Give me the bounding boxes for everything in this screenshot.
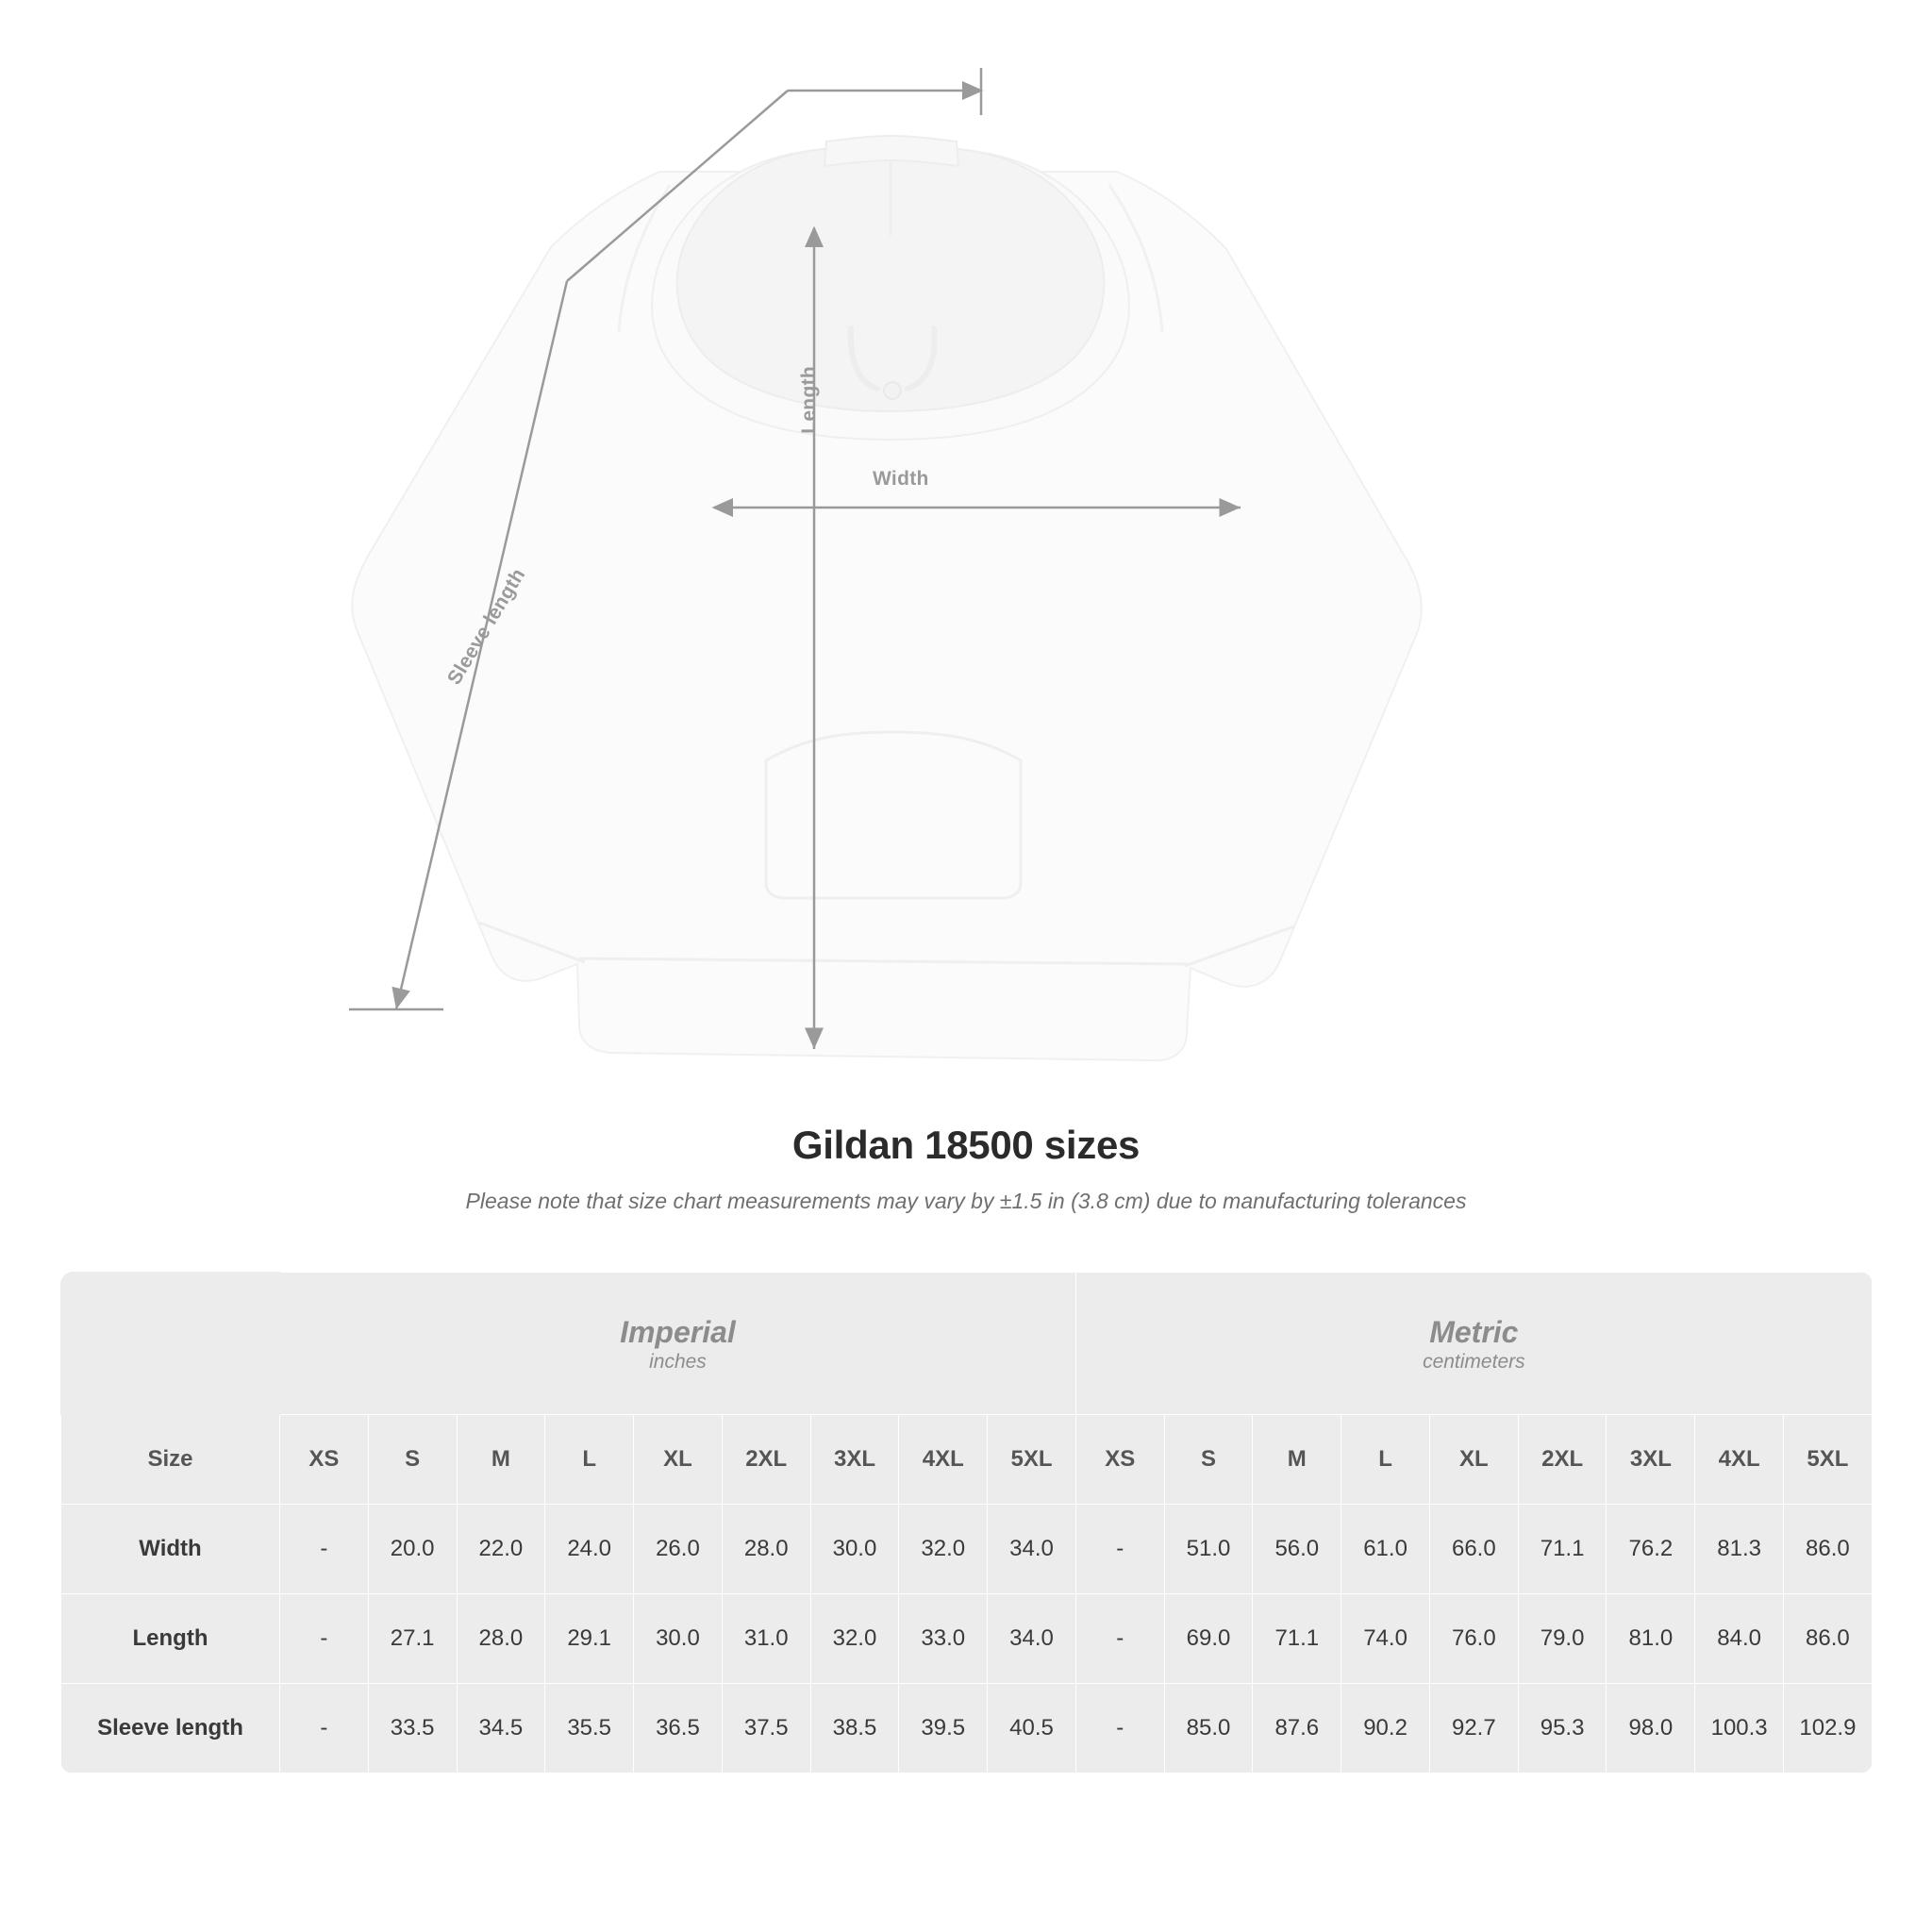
unit-header-imperial bbox=[280, 1273, 1076, 1415]
size-column-header: XL bbox=[634, 1415, 723, 1505]
table-cell: 74.0 bbox=[1341, 1594, 1430, 1684]
size-column-header: M bbox=[457, 1415, 545, 1505]
table-cell: 86.0 bbox=[1784, 1594, 1873, 1684]
row-label: Sleeve length bbox=[61, 1684, 280, 1774]
size-column-header: S bbox=[1164, 1415, 1253, 1505]
table-cell: 22.0 bbox=[457, 1505, 545, 1594]
table-cell: 36.5 bbox=[634, 1684, 723, 1774]
size-table-body bbox=[61, 1505, 1873, 1774]
table-cell: 51.0 bbox=[1164, 1505, 1253, 1594]
size-column-header: XS bbox=[280, 1415, 369, 1505]
table-cell: 87.6 bbox=[1253, 1684, 1341, 1774]
size-table-container bbox=[60, 1272, 1872, 1774]
table-cell: 90.2 bbox=[1341, 1684, 1430, 1774]
size-column-header: L bbox=[545, 1415, 634, 1505]
size-column-header: 5XL bbox=[988, 1415, 1076, 1505]
unit-header-row bbox=[61, 1273, 1873, 1415]
table-cell: 95.3 bbox=[1518, 1684, 1607, 1774]
table-cell: 76.0 bbox=[1429, 1594, 1518, 1684]
table-cell: 30.0 bbox=[634, 1594, 723, 1684]
size-column-header: 2XL bbox=[722, 1415, 810, 1505]
table-cell: 31.0 bbox=[722, 1594, 810, 1684]
table-cell: - bbox=[280, 1505, 369, 1594]
table-cell: 33.0 bbox=[899, 1594, 988, 1684]
size-column-header: XS bbox=[1075, 1415, 1164, 1505]
table-cell: - bbox=[1075, 1505, 1164, 1594]
table-cell: 20.0 bbox=[368, 1505, 457, 1594]
size-column-header: 2XL bbox=[1518, 1415, 1607, 1505]
table-cell: 84.0 bbox=[1695, 1594, 1784, 1684]
table-cell: - bbox=[280, 1594, 369, 1684]
table-cell: 76.2 bbox=[1607, 1505, 1695, 1594]
table-cell: 81.0 bbox=[1607, 1594, 1695, 1684]
unit-sub-imperial: inches bbox=[649, 1351, 707, 1373]
sleeve-length-label: Sleeve length bbox=[443, 564, 530, 689]
page-title: Gildan 18500 sizes bbox=[791, 1123, 1141, 1167]
table-cell: 32.0 bbox=[810, 1594, 899, 1684]
table-cell: 61.0 bbox=[1341, 1505, 1430, 1594]
size-table bbox=[60, 1272, 1873, 1774]
size-column-header: 3XL bbox=[810, 1415, 899, 1505]
table-cell: 27.1 bbox=[368, 1594, 457, 1684]
size-header-row bbox=[61, 1415, 1873, 1505]
table-row bbox=[61, 1505, 1873, 1594]
title-block bbox=[0, 1123, 1932, 1214]
table-cell: 28.0 bbox=[722, 1505, 810, 1594]
table-cell: 39.5 bbox=[899, 1684, 988, 1774]
page-subtitle: Please note that size chart measurements may vary by ±1.5 in (3.8 cm) due to manufacturing tolerances bbox=[465, 1189, 1467, 1213]
unit-name-metric: Metric bbox=[1429, 1315, 1519, 1349]
size-column-header: 5XL bbox=[1784, 1415, 1873, 1505]
size-header-label: Size bbox=[61, 1415, 280, 1505]
size-column-header: S bbox=[368, 1415, 457, 1505]
table-cell: 71.1 bbox=[1518, 1505, 1607, 1594]
table-cell: 28.0 bbox=[457, 1594, 545, 1684]
table-cell: 66.0 bbox=[1429, 1505, 1518, 1594]
table-cell: 85.0 bbox=[1164, 1684, 1253, 1774]
unit-name-imperial: Imperial bbox=[620, 1315, 736, 1349]
size-column-header: 3XL bbox=[1607, 1415, 1695, 1505]
row-label: Width bbox=[61, 1505, 280, 1594]
table-cell: 32.0 bbox=[899, 1505, 988, 1594]
size-column-header: M bbox=[1253, 1415, 1341, 1505]
table-cell: 81.3 bbox=[1695, 1505, 1784, 1594]
unit-sub-metric: centimeters bbox=[1423, 1351, 1525, 1373]
width-label: Width bbox=[873, 468, 929, 490]
table-cell: 40.5 bbox=[988, 1684, 1076, 1774]
table-cell: 34.0 bbox=[988, 1505, 1076, 1594]
table-cell: 56.0 bbox=[1253, 1505, 1341, 1594]
table-cell: 37.5 bbox=[722, 1684, 810, 1774]
table-cell: 35.5 bbox=[545, 1684, 634, 1774]
table-row bbox=[61, 1684, 1873, 1774]
table-cell: 24.0 bbox=[545, 1505, 634, 1594]
length-label: Length bbox=[798, 366, 820, 434]
size-column-header: 4XL bbox=[1695, 1415, 1784, 1505]
table-cell: 100.3 bbox=[1695, 1684, 1784, 1774]
table-cell: - bbox=[1075, 1594, 1164, 1684]
table-cell: 29.1 bbox=[545, 1594, 634, 1684]
table-cell: - bbox=[280, 1684, 369, 1774]
table-cell: 38.5 bbox=[810, 1684, 899, 1774]
size-column-header: XL bbox=[1429, 1415, 1518, 1505]
table-cell: 92.7 bbox=[1429, 1684, 1518, 1774]
table-cell: 98.0 bbox=[1607, 1684, 1695, 1774]
table-cell: 71.1 bbox=[1253, 1594, 1341, 1684]
table-cell: 79.0 bbox=[1518, 1594, 1607, 1684]
table-row bbox=[61, 1594, 1873, 1684]
table-cell: 102.9 bbox=[1784, 1684, 1873, 1774]
table-cell: 33.5 bbox=[368, 1684, 457, 1774]
table-cell: 34.0 bbox=[988, 1594, 1076, 1684]
table-cell: 30.0 bbox=[810, 1505, 899, 1594]
table-cell: 34.5 bbox=[457, 1684, 545, 1774]
table-cell: 26.0 bbox=[634, 1505, 723, 1594]
size-column-header: L bbox=[1341, 1415, 1430, 1505]
unit-header-metric bbox=[1075, 1273, 1872, 1415]
size-column-header: 4XL bbox=[899, 1415, 988, 1505]
row-label: Length bbox=[61, 1594, 280, 1684]
table-cell: 86.0 bbox=[1784, 1505, 1873, 1594]
table-cell: - bbox=[1075, 1684, 1164, 1774]
table-cell: 69.0 bbox=[1164, 1594, 1253, 1684]
table-corner bbox=[61, 1273, 280, 1415]
